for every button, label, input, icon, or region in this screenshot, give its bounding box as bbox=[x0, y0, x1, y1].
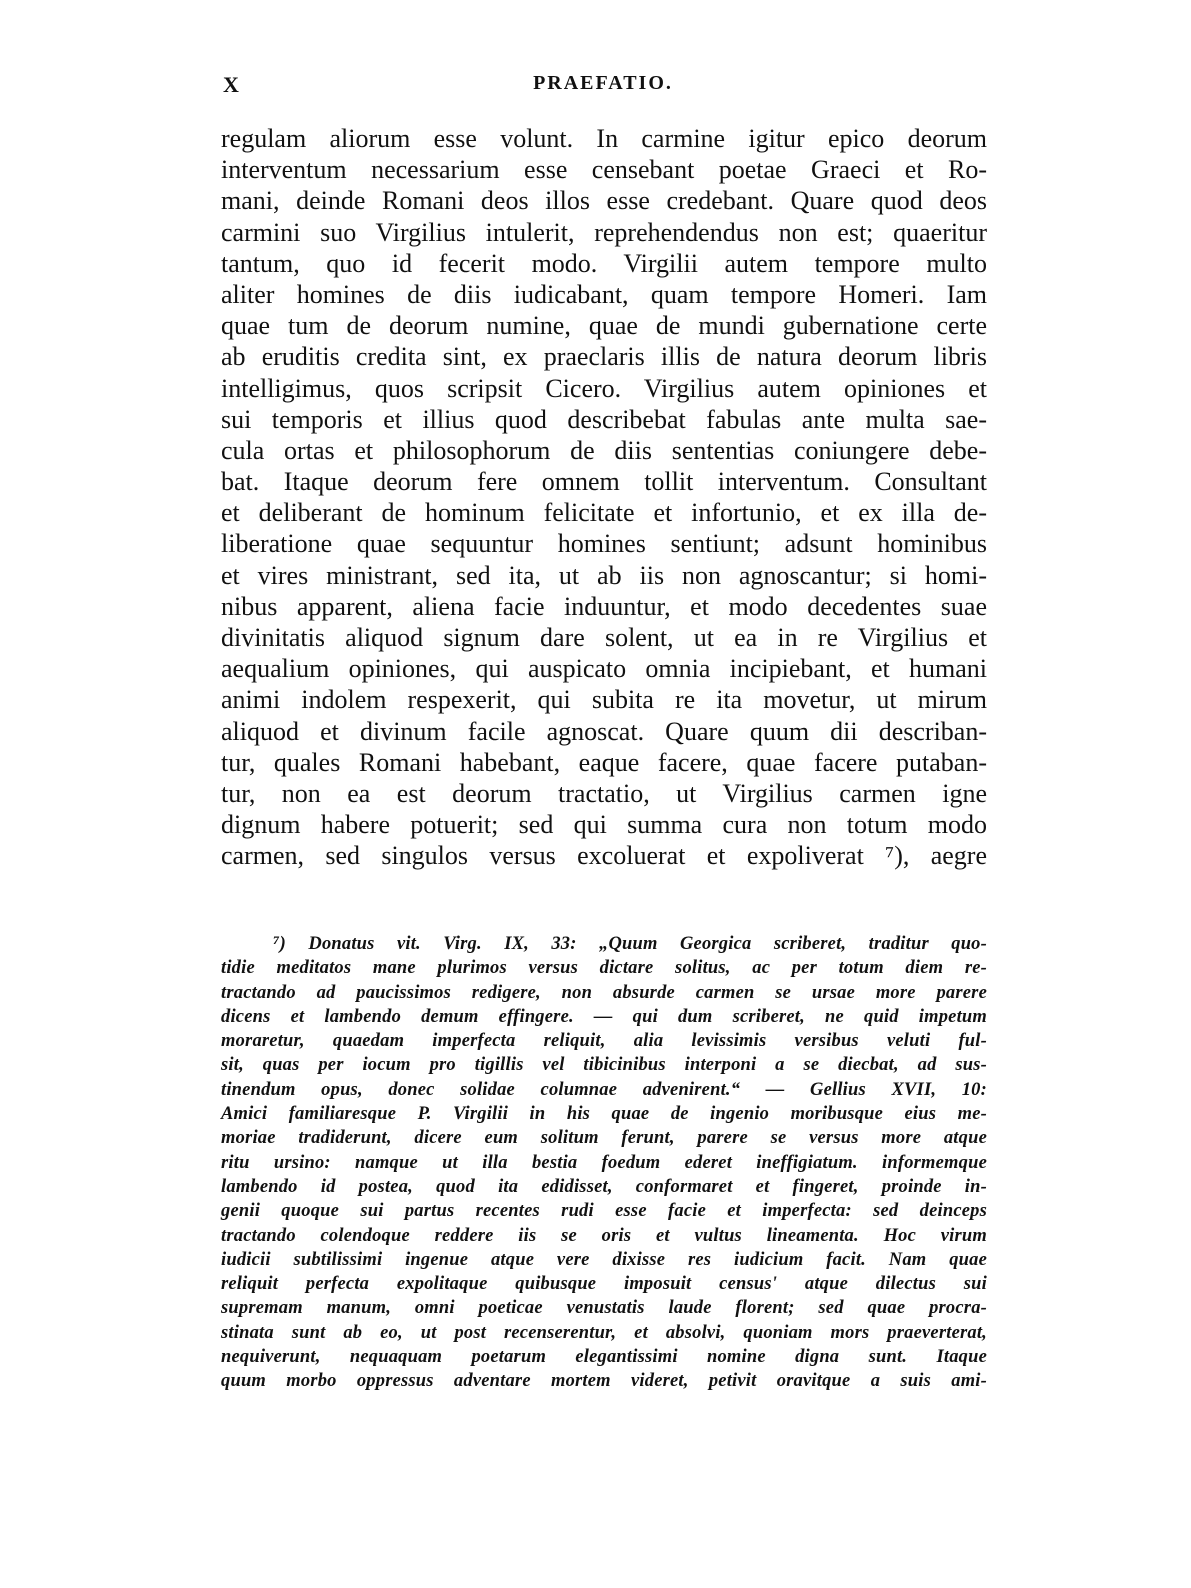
footnote-line: moriae tradiderunt, dicere eum solitum ferunt, parere se versus more atque bbox=[221, 1128, 987, 1149]
text-line: aliquod et divinum facile agnoscat. Quare quum dii describan- bbox=[221, 716, 987, 746]
text-line: interventum necessarium esse censebant poetae Graeci et Ro- bbox=[221, 155, 987, 185]
footnote-line: stinata sunt ab eo, ut post recenserentur, et absolvi, quoniam mors praeverterat, bbox=[221, 1322, 987, 1343]
page-number: X bbox=[223, 72, 239, 97]
footnote-line: iudicii subtilissimi ingenue atque vere dixisse res iudicium facit. Nam quae bbox=[221, 1249, 987, 1270]
page-header bbox=[223, 72, 983, 102]
text-line: et deliberant de hominum felicitate et infortunio, et ex illa de- bbox=[221, 498, 987, 528]
text-line: liberatione quae sequuntur homines sentiunt; adsunt hominibus bbox=[221, 529, 987, 559]
text-line: et vires ministrant, sed ita, ut ab iis non agnoscantur; si homi- bbox=[221, 560, 987, 590]
footnote-line: genii quoque sui partus recentes rudi esse facie et imperfecta: sed deinceps bbox=[221, 1201, 987, 1222]
footnote-line: moraretur, quaedam imperfecta reliquit, alia levissimis versibus veluti ful- bbox=[221, 1031, 987, 1052]
footnote-line: nequiverunt, nequaquam poetarum elegantissimi nomine digna sunt. Itaque bbox=[221, 1347, 987, 1368]
text-line: tur, quales Romani habebant, eaque facere, quae facere putaban- bbox=[221, 747, 987, 777]
footnote-line: ritu ursino: namque ut illa bestia foedum ederet ineffigiatum. informemque bbox=[221, 1152, 987, 1173]
text-line: carmini suo Virgilius intulerit, reprehendendus non est; quaeritur bbox=[221, 217, 987, 247]
footnote-line: tidie meditatos mane plurimos versus dictare solitus, ac per totum diem re- bbox=[221, 958, 987, 979]
text-line: cula ortas et philosophorum de diis sententias coniungere debe- bbox=[221, 435, 987, 465]
text-line: quae tum de deorum numine, quae de mundi gubernatione certe bbox=[221, 311, 987, 341]
footnote-line: Amici familiaresque P. Virgilii in his quae de ingenio moribusque eius me- bbox=[221, 1104, 987, 1125]
text-line: dignum habere potuerit; sed qui summa cura non totum modo bbox=[221, 810, 987, 840]
text-line: nibus apparent, aliena facie induuntur, et modo decedentes suae bbox=[221, 591, 987, 621]
footnote-line: ⁷) Donatus vit. Virg. IX, 33: „Quum Georgica scriberet, traditur quo- bbox=[273, 934, 987, 954]
text-line: tantum, quo id fecerit modo. Virgilii autem tempore multo bbox=[221, 248, 987, 278]
footnote-line: sit, quas per iocum pro tigillis vel tibicinibus interponi a se diecbat, ad sus- bbox=[221, 1055, 987, 1076]
footnote-line: quum morbo oppressus adventare mortem videret, petivit oravitque a suis ami- bbox=[221, 1371, 987, 1392]
running-title: PRAEFATIO. bbox=[533, 72, 673, 94]
text-line: tur, non ea est deorum tractatio, ut Virgilius carmen igne bbox=[221, 778, 987, 808]
footnote-line: tractando ad paucissimos redigere, non absurde carmen se ursae more parere bbox=[221, 982, 987, 1003]
text-line: divinitatis aliquod signum dare solent, ut ea in re Virgilius et bbox=[221, 623, 987, 652]
footnote-line: tinendum opus, donec solidae columnae advenirent.“ — Gellius XVII, 10: bbox=[221, 1079, 987, 1100]
footnote bbox=[221, 932, 987, 1394]
text-line: sui temporis et illius quod describebat fabulas ante multa sae- bbox=[221, 404, 987, 434]
footnote-line: reliquit perfecta expolitaque quibusque imposuit census' atque dilectus sui bbox=[221, 1274, 987, 1295]
text-line: regulam aliorum esse volunt. In carmine igitur epico deorum bbox=[221, 124, 987, 153]
footnote-line: dicens et lambendo demum effingere. — qui dum scriberet, ne quid impetum bbox=[221, 1006, 987, 1027]
footnote-line: supremam manum, omni poeticae venustatis laude florent; sed quae procra- bbox=[221, 1298, 987, 1319]
text-line: intelligimus, quos scripsit Cicero. Virgilius autem opiniones et bbox=[221, 373, 987, 403]
main-text bbox=[221, 123, 987, 872]
text-line: carmen, sed singulos versus excoluerat et expoliverat ⁷), aegre bbox=[221, 841, 987, 871]
text-line: aliter homines de diis iudicabant, quam tempore Homeri. Iam bbox=[221, 279, 987, 309]
text-line: aequalium opiniones, qui auspicato omnia incipiebant, et humani bbox=[221, 654, 987, 684]
text-line: ab eruditis credita sint, ex praeclaris illis de natura deorum libris bbox=[221, 342, 987, 372]
text-line: bat. Itaque deorum fere omnem tollit interventum. Consultant bbox=[221, 467, 987, 497]
footnote-line: lambendo id postea, quod ita edidisset, conformaret et fingeret, proinde in- bbox=[221, 1176, 987, 1197]
text-line: animi indolem respexerit, qui subita re ita movetur, ut mirum bbox=[221, 685, 987, 715]
text-line: mani, deinde Romani deos illos esse credebant. Quare quod deos bbox=[221, 186, 987, 216]
footnote-line: tractando colendoque reddere iis se oris et vultus lineamenta. Hoc virum bbox=[221, 1225, 987, 1246]
